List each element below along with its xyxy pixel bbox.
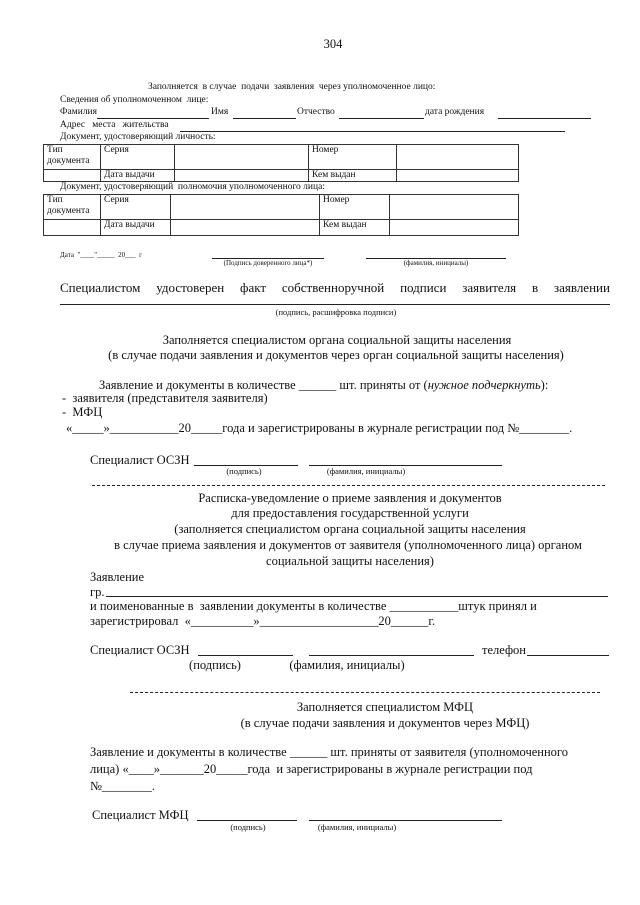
oszn-specialist-label: Специалист ОСЗН bbox=[90, 453, 190, 467]
word: собственноручной bbox=[281, 280, 385, 295]
name-label: Имя bbox=[211, 107, 229, 117]
cell-series: Серия bbox=[101, 195, 171, 220]
issue-date-value[interactable] bbox=[171, 220, 320, 236]
cell-number: Номер bbox=[309, 145, 397, 170]
address-field[interactable] bbox=[180, 131, 565, 132]
authority-doc-label: Документ, удостоверяющий полномочия уполномоченного лица: bbox=[60, 182, 325, 192]
oszn-registered: «_____»___________20_____года и зарегистрированы в журнале регистрации под №________. bbox=[66, 421, 573, 435]
certification-text bbox=[60, 280, 610, 296]
cell-issued-by: Кем выдан bbox=[309, 170, 397, 182]
cell-issued-by: Кем выдан bbox=[320, 220, 390, 236]
receipt-statement: Заявление bbox=[90, 570, 145, 584]
word: в bbox=[532, 280, 539, 295]
mfc-line: №________. bbox=[90, 779, 156, 793]
series-value[interactable] bbox=[171, 195, 320, 220]
cell-number: Номер bbox=[320, 195, 390, 220]
receipt-specialist-label: Специалист ОСЗН bbox=[90, 643, 190, 657]
citizen-field[interactable] bbox=[106, 596, 608, 597]
mfc-sig-caption: (подпись) bbox=[230, 822, 266, 832]
accepted-text: Заявление и документы в количестве ______ шт. приняты от ( bbox=[99, 378, 428, 392]
receipt-registered-line: зарегистрировал «__________»___________________20______г. bbox=[90, 614, 436, 628]
patronymic-field[interactable] bbox=[339, 118, 424, 119]
series-value[interactable] bbox=[175, 145, 309, 170]
receipt-line: в случае приема заявления и документов от заявителя (уполномоченного лица) органом bbox=[114, 538, 582, 552]
proxy-info-label: Сведения об уполномоченном лице: bbox=[60, 95, 209, 105]
authority-document-table bbox=[43, 194, 519, 236]
mfc-signature-field[interactable] bbox=[197, 820, 297, 821]
citizen-label: гр. bbox=[90, 585, 105, 599]
receipt-line: для предоставления государственной услуги bbox=[231, 506, 469, 520]
accepted-italic: нужное подчеркнуть bbox=[427, 378, 541, 392]
word: факт bbox=[240, 280, 267, 295]
certification-signature-field[interactable] bbox=[60, 304, 610, 305]
receipt-line: социальной защиты населения) bbox=[266, 554, 434, 568]
option-applicant[interactable]: - заявителя (представителя заявителя) bbox=[62, 391, 268, 405]
certification-caption: (подпись, расшифровка подписи) bbox=[275, 307, 397, 317]
proxy-signature-caption: (Подпись доверенного лица*) bbox=[223, 259, 313, 267]
mfc-name-field[interactable] bbox=[309, 820, 502, 821]
word: заявителя bbox=[462, 280, 517, 295]
oszn-heading: Заполняется специалистом органа социальной защиты населения bbox=[162, 333, 512, 347]
id-document-table bbox=[43, 144, 519, 182]
number-value[interactable] bbox=[397, 145, 519, 170]
cut-line bbox=[130, 692, 600, 693]
receipt-sig-caption: (подпись) bbox=[189, 658, 241, 672]
empty-cell bbox=[44, 170, 101, 182]
mfc-subheading: (в случае подачи заявления и документов через МФЦ) bbox=[240, 716, 530, 730]
receipt-line: (заполняется специалистом органа социальной защиты населения bbox=[174, 522, 526, 536]
cut-line bbox=[92, 485, 605, 486]
mfc-heading: Заполняется специалистом МФЦ bbox=[296, 700, 474, 714]
receipt-line: Расписка-уведомление о приеме заявления и документов bbox=[198, 491, 502, 505]
mfc-name-caption: (фамилия, инициалы) bbox=[317, 822, 397, 832]
cell-series: Серия bbox=[101, 145, 175, 170]
oszn-sig-caption: (подпись) bbox=[226, 466, 262, 476]
accepted-end: ): bbox=[540, 378, 549, 392]
address-label: Адрес места жительства bbox=[60, 120, 169, 130]
id-doc-label: Документ, удостоверяющий личность: bbox=[60, 132, 216, 142]
cell-issue-date: Дата выдачи bbox=[101, 220, 171, 236]
oszn-subheading: (в случае подачи заявления и документов через орган социальной защиты населения) bbox=[108, 348, 564, 362]
issued-by-value[interactable] bbox=[390, 220, 519, 236]
phone-label: телефон bbox=[482, 643, 526, 657]
receipt-name-caption: (фамилия, инициалы) bbox=[289, 658, 405, 672]
mfc-line: Заявление и документы в количестве ______ шт. приняты от заявителя (уполномоченного bbox=[90, 745, 569, 759]
receipt-signature-field[interactable] bbox=[198, 655, 293, 656]
issued-by-value[interactable] bbox=[397, 170, 519, 182]
cell-type: Тип документа bbox=[44, 195, 101, 220]
number-value[interactable] bbox=[390, 195, 519, 220]
mfc-specialist-label: Специалист МФЦ bbox=[92, 808, 189, 822]
cell-type: Тип документа bbox=[44, 145, 101, 170]
name-field[interactable] bbox=[233, 118, 296, 119]
proxy-name-caption: (фамилия, инициалы) bbox=[403, 259, 469, 267]
birth-date-label: дата рождения bbox=[425, 107, 485, 117]
birth-date-field[interactable] bbox=[498, 118, 591, 119]
patronymic-label: Отчество bbox=[297, 107, 335, 117]
page-number: 304 bbox=[323, 37, 343, 51]
receipt-docs-line: и поименованные в заявлении документы в количестве ___________штук принял и bbox=[90, 599, 537, 613]
date-line: Дата "____"_____ 20___ г bbox=[60, 251, 143, 259]
word: заявлении bbox=[553, 280, 610, 295]
mfc-line: лица) «____»_______20_____года и зарегистрированы в журнале регистрации под bbox=[90, 762, 533, 776]
proxy-heading: Заполняется в случае подачи заявления через уполномоченное лицо: bbox=[148, 82, 436, 92]
empty-cell bbox=[44, 220, 101, 236]
oszn-accepted bbox=[99, 379, 548, 392]
issue-date-value[interactable] bbox=[175, 170, 309, 182]
word: удостоверен bbox=[156, 280, 225, 295]
word: подписи bbox=[400, 280, 447, 295]
receipt-name-field[interactable] bbox=[309, 655, 474, 656]
surname-field[interactable] bbox=[97, 118, 209, 119]
cell-issue-date: Дата выдачи bbox=[101, 170, 175, 182]
surname-label: Фамилия bbox=[60, 107, 98, 117]
oszn-name-caption: (фамилия, инициалы) bbox=[326, 466, 406, 476]
word: Специалистом bbox=[60, 280, 141, 295]
option-mfc[interactable]: - МФЦ bbox=[62, 405, 103, 419]
phone-field[interactable] bbox=[527, 655, 609, 656]
